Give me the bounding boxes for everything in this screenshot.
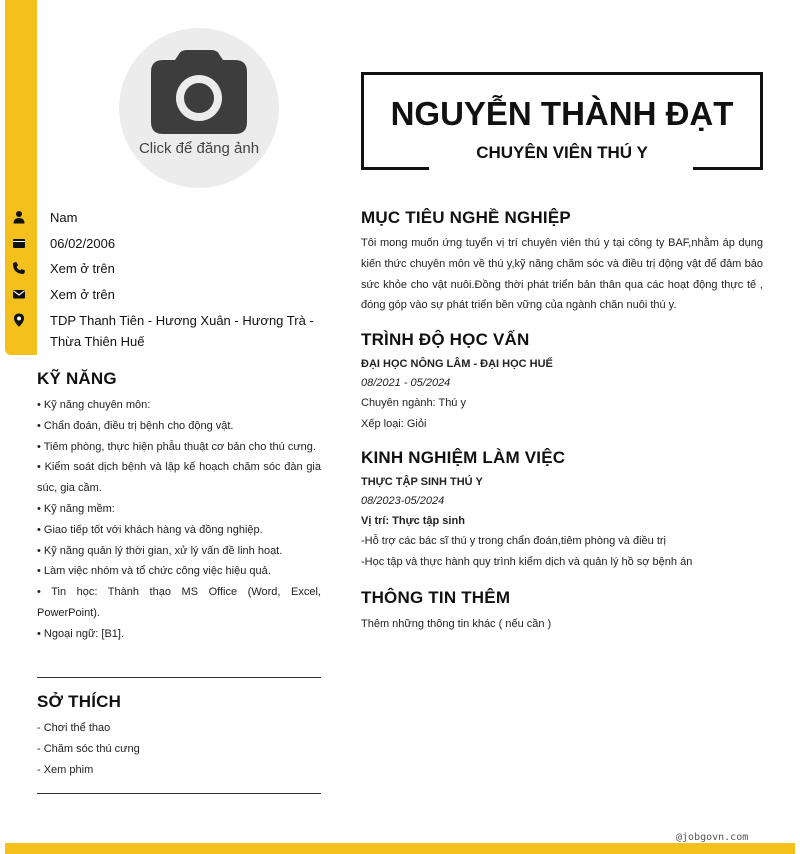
skills-divider [37,677,321,678]
experience-section [361,473,763,573]
skill-item: • Làm việc nhóm và tổ chức công việc hiệu quả. [37,565,271,578]
address-value: TDP Thanh Tiên - Hương Xuân - Hương Trà - Thừa Thiên Huế [50,313,314,349]
hobby-item: - Chơi thể thao [37,722,111,734]
candidate-name: NGUYỄN THÀNH ĐẠT [390,95,734,132]
hobbies-list [37,718,321,780]
education-title: TRÌNH ĐỘ HỌC VẤN [361,330,530,349]
candidate-role: CHUYÊN VIÊN THÚ Y [476,143,648,162]
education-section [361,355,763,435]
job-period: 08/2023-05/2024 [361,495,445,507]
skills-title: KỸ NĂNG [37,369,117,388]
objective-title: MỤC TIÊU NGHỀ NGHIỆP [361,208,571,227]
skill-item: • Tiêm phòng, thực hiện phẫu thuật cơ bản cho thú cưng. [37,440,316,453]
experience-title: KINH NGHIỆM LÀM VIỆC [361,448,566,467]
education-period: 08/2021 - 05/2024 [361,377,451,389]
email-value: Xem ở trên [50,287,115,302]
job-title: THỰC TẬP SINH THÚ Y [361,476,483,488]
skill-item: • Kỹ năng chuyên môn: [37,399,151,411]
calendar-icon [12,236,26,250]
name-header-box [361,72,763,170]
avatar-upload[interactable] [119,28,279,188]
extra-info-section [361,614,763,635]
skill-item: • Ngoại ngữ: [B1]. [37,627,125,640]
job-duty: -Hỗ trợ các bác sĩ thú y trong chẩn đoán,tiêm phòng và điều trị [361,535,666,547]
envelope-icon [12,287,26,301]
hobby-item: - Xem phim [37,763,94,776]
skill-item: • Kỹ năng quản lý thời gian, xử lý vấn đề linh hoạt. [37,544,283,557]
person-icon [12,210,26,224]
skill-item: • Kiểm soát dịch bệnh và lập kế hoạch chăm sóc đàn gia súc, gia cầm. [37,461,321,495]
dob-value: 06/02/2006 [50,236,116,251]
location-pin-icon [12,313,26,327]
avatar-caption: Click để đăng ảnh [138,140,260,157]
skill-item: • Chẩn đoán, điều trị bệnh cho động vật. [37,419,234,432]
education-major: Chuyên ngành: Thú y [361,397,466,409]
phone-icon [12,261,26,275]
school-name: ĐẠI HỌC NÔNG LÂM - ĐẠI HỌC HUẾ [361,358,553,370]
site-watermark: @jobgovn.com [676,832,749,843]
phone-value: Xem ở trên [50,261,115,276]
skill-item: • Giao tiếp tốt với khách hàng và đồng nghiệp. [37,523,263,536]
gender-value: Nam [50,210,78,225]
objective-section [361,233,763,316]
skill-item: • Kỹ năng mềm: [37,502,115,515]
skills-list [37,395,321,645]
extra-info-text: Thêm những thông tin khác ( nếu cần ) [361,618,552,630]
job-position: Vị trí: Thực tập sinh [361,515,465,527]
hobbies-title: SỞ THÍCH [37,692,122,711]
education-grade: Xếp loại: Giỏi [361,417,427,430]
box-border-gap [429,166,693,170]
job-duty: -Học tập và thực hành quy trình kiểm dịch và quản lý hồ sợ bệnh án [361,555,693,568]
accent-sidebar-bar [5,0,37,355]
objective-text: Tôi mong muốn ứng tuyển vị trí chuyên viên thú y tại công ty BAF,nhằm áp dụng kiến thức chuyên môn về thú y,kỹ năng chăm sóc và điều trị động vật để đảm bảo sức khỏe cho vật nuôi.Đồng thời phát triển bản thân qua các hoạt động thực tế , đóng góp vào sự phát triển bền vững của ngành chăn nuôi thú y. [361,237,763,312]
camera-icon [151,50,247,134]
accent-bottom-bar [5,843,795,854]
extra-info-title: THÔNG TIN THÊM [361,588,511,607]
hobbies-divider [37,793,321,794]
hobby-item: - Chăm sóc thú cưng [37,742,140,755]
skill-item: • Tin học: Thành thạo MS Office (Word, Excel, PowerPoint). [37,586,321,619]
